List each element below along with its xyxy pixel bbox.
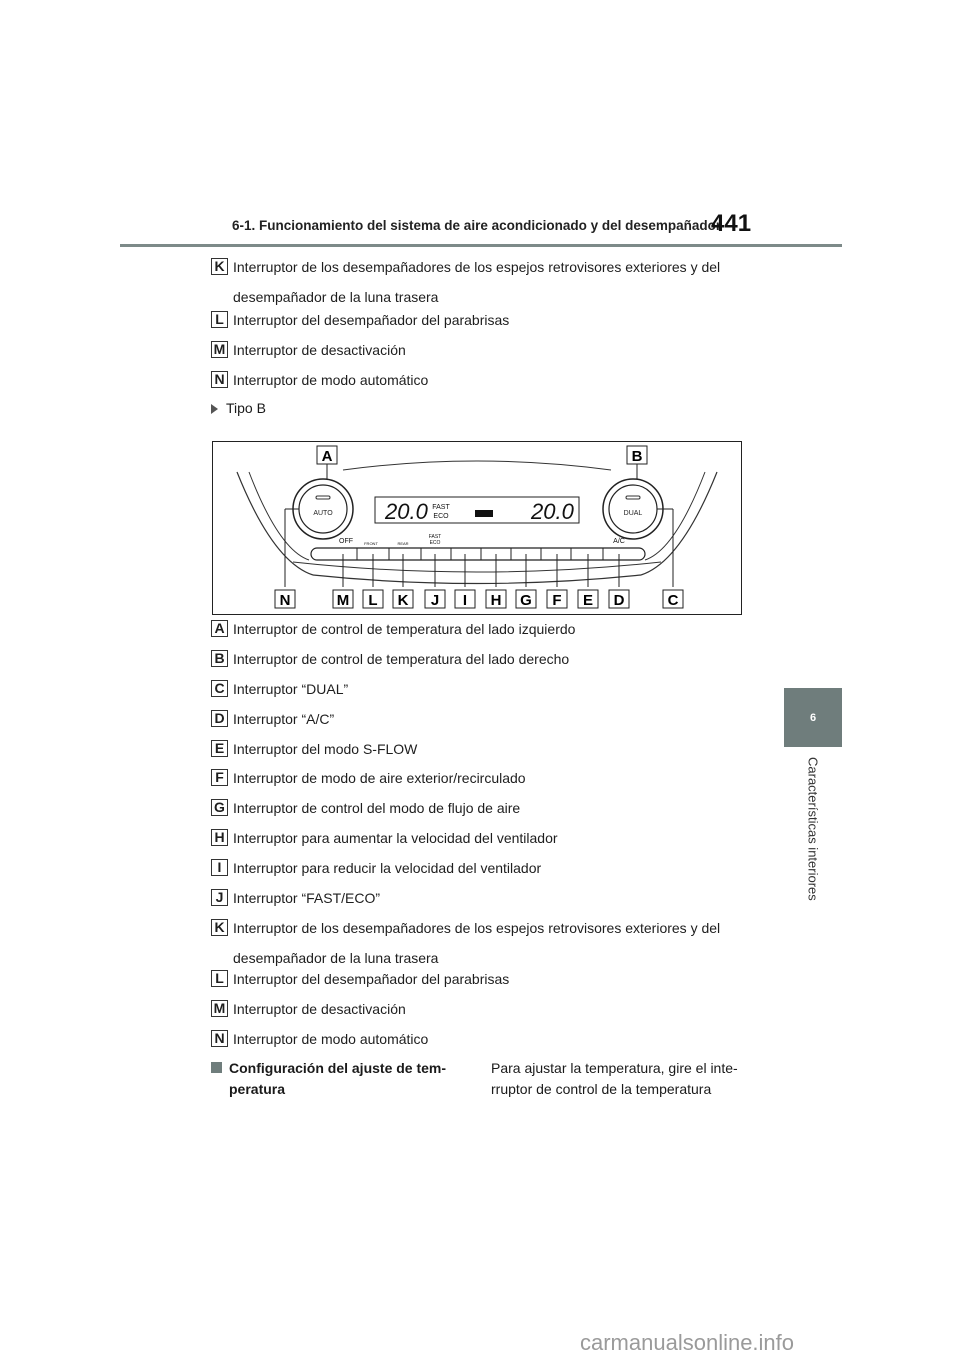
header-rule: [120, 244, 842, 247]
type-label-text: Tipo B: [226, 400, 266, 416]
callout-G: G: [520, 592, 532, 609]
callout-H: H: [490, 592, 502, 609]
item-text: Interruptor de control de temperatura del lado derecho: [233, 651, 570, 667]
callout-I: I: [462, 592, 468, 609]
callout-letter: H: [211, 829, 228, 846]
callout-N: N: [279, 592, 291, 609]
display-eco: ECO: [433, 513, 449, 520]
page-number: 441: [711, 210, 752, 237]
square-bullet-icon: [211, 1062, 222, 1073]
callout-D: D: [613, 592, 625, 609]
panel-illustration: [213, 442, 741, 614]
item-text: Interruptor de control del modo de flujo de aire: [233, 800, 521, 816]
callout-letter: J: [211, 889, 228, 906]
callout-letter: F: [211, 769, 228, 786]
callout-K: K: [397, 592, 409, 609]
callout-B: B: [631, 448, 643, 465]
item-text: Interruptor de desactivación: [233, 1001, 406, 1017]
btn-eco-label: ECO: [429, 540, 441, 546]
knob-right-label: DUAL: [623, 510, 643, 517]
callout-C: C: [667, 592, 679, 609]
item-text: Interruptor para reducir la velocidad del ventilador: [233, 860, 542, 876]
item-text: Interruptor de control de temperatura del lado izquierdo: [233, 621, 576, 637]
item-text-continued: desempañador de la luna trasera: [233, 289, 439, 305]
type-label: [211, 398, 266, 418]
callout-J: J: [430, 592, 440, 609]
callout-letter: E: [211, 740, 228, 757]
display-left-temp: 20.0: [385, 499, 428, 524]
chapter-label: [784, 757, 842, 917]
btn-front-label: FRONT: [364, 541, 378, 546]
item-text: Interruptor del desempañador del parabrisas: [233, 971, 510, 987]
chapter-tab: 6: [784, 688, 842, 747]
callout-A: A: [321, 448, 333, 465]
callout-letter: N: [211, 1030, 228, 1047]
knob-left-label: AUTO: [313, 510, 333, 517]
btn-ac-label: A/C: [613, 538, 625, 545]
callout-letter: I: [211, 859, 228, 876]
callout-letter: N: [211, 371, 228, 388]
section-header-title: 6-1. Funcionamiento del sistema de aire acondicionado y del desempañador: [232, 218, 722, 233]
item-text: Interruptor de modo automático: [233, 372, 429, 388]
item-text: Interruptor para aumentar la velocidad del ventilador: [233, 830, 558, 846]
callout-letter: L: [211, 311, 228, 328]
callout-F: F: [552, 592, 562, 609]
callout-letter: K: [211, 258, 228, 275]
callout-E: E: [582, 592, 594, 609]
btn-fast-label: FAST: [428, 534, 442, 540]
callout-letter: D: [211, 710, 228, 727]
callout-letter: B: [211, 650, 228, 667]
callout-letter: C: [211, 680, 228, 697]
btn-rear-label: REAR: [397, 541, 409, 546]
callout-letter: A: [211, 620, 228, 637]
item-text: Interruptor “FAST/ECO”: [233, 890, 381, 906]
chapter-label-text: Características interiores: [805, 757, 821, 901]
item-text: Interruptor de modo automático: [233, 1031, 429, 1047]
callout-letter: G: [211, 799, 228, 816]
watermark: carmanualsonline.info: [580, 1330, 795, 1355]
item-text: Interruptor de los desempañadores de los espejos retrovisores exteriores y del: [233, 920, 721, 936]
item-text: Interruptor del desempañador del parabrisas: [233, 312, 510, 328]
callout-M: M: [336, 592, 350, 609]
item-text: Interruptor de desactivación: [233, 342, 406, 358]
display-right-temp: 20.0: [531, 499, 574, 524]
callout-letter: M: [211, 341, 228, 358]
item-text: Interruptor del modo S-FLOW: [233, 741, 418, 757]
item-text: Interruptor “DUAL”: [233, 681, 349, 697]
item-text-continued: desempañador de la luna trasera: [233, 950, 439, 966]
section-paragraph: Para ajustar la temperatura, gire el inte-rruptor de control de la temperatura: [491, 1060, 738, 1097]
callout-letter: M: [211, 1000, 228, 1017]
item-text: Interruptor de los desempañadores de los espejos retrovisores exteriores y del: [233, 259, 721, 275]
callout-L: L: [368, 592, 378, 609]
triangle-bullet-icon: [211, 404, 218, 414]
section-heading-text: Configuración del ajuste de tem-peratura: [229, 1060, 447, 1097]
callout-letter: K: [211, 919, 228, 936]
callout-letter: L: [211, 970, 228, 987]
display-fast: FAST: [432, 504, 450, 511]
item-text: Interruptor “A/C”: [233, 711, 335, 727]
item-text: Interruptor de modo de aire exterior/recirculado: [233, 770, 526, 786]
climate-control-panel-figure: [212, 441, 742, 615]
btn-off-label: OFF: [339, 538, 353, 545]
